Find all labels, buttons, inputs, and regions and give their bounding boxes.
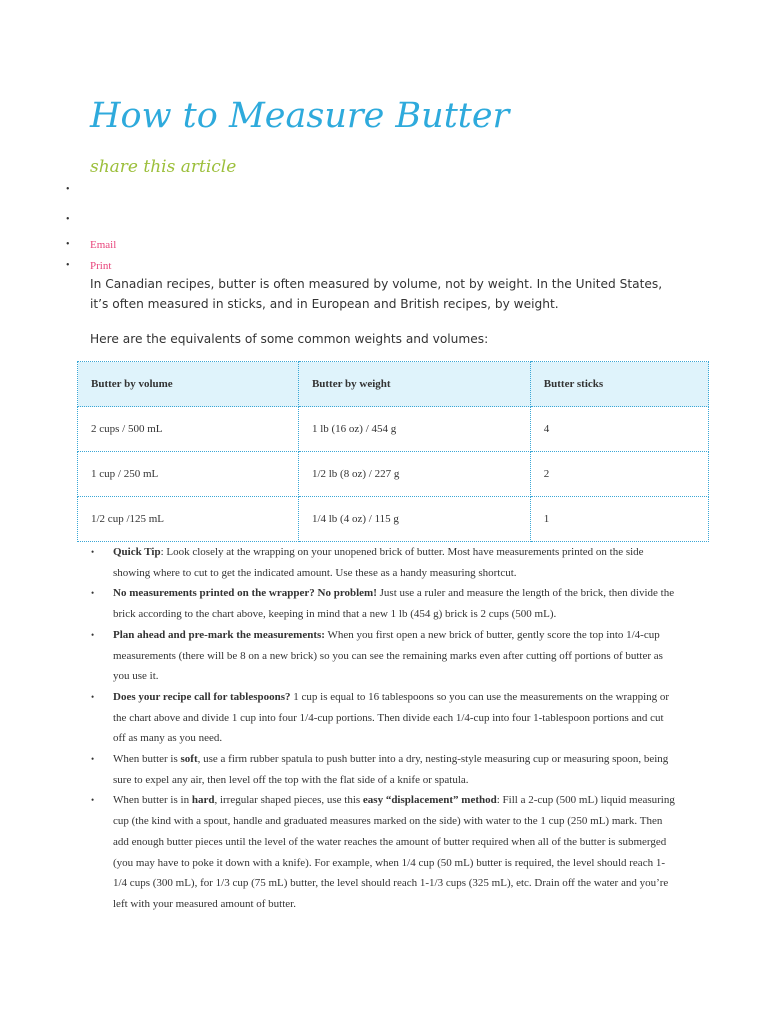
tip-text: 1 cup is equal to 16 tablespoons so you can use the measurements on the wrapping or the chart above and divide 1 cup into four 1/4-cup portions. Then divide each 1/4-cup into four 1-tablespoon portions and cut off as many as you need. (113, 690, 670, 745)
table-lead-text: Here are the equivalents of some common weights and volumes: (90, 332, 489, 346)
table-row (78, 452, 709, 497)
tip-text-mid: , irregular shaped pieces, use this (214, 794, 363, 807)
tip-text: Just use a ruler and measure the length of the brick, then divide the brick according to the chart above, keeping in mind that a new 1 lb (454 g) brick is 2 cups (500 mL). (113, 587, 675, 621)
tip-bold: Plan ahead and pre-mark the measurements: (113, 628, 325, 641)
tip-hard-butter (0, 790, 768, 914)
table-row (78, 497, 709, 542)
cell-volume: 2 cups / 500 mL (78, 407, 299, 452)
cell-sticks: 4 (530, 407, 708, 452)
bullet-icon: • (66, 214, 70, 225)
header-volume: Butter by volume (78, 362, 299, 407)
tips-list (0, 542, 768, 915)
tip-bold: Does your recipe call for tablespoons? (113, 690, 291, 703)
butter-equivalents-table (77, 361, 709, 542)
tip-text: , use a firm rubber spatula to push butter into a dry, nesting-style measuring cup or measuring spoon, being sure to expel any air, then level off the top with the flat side of a knife or spatula. (113, 753, 669, 786)
tip-bold: soft (180, 753, 198, 766)
cell-weight: 1/4 lb (4 oz) / 115 g (298, 497, 530, 542)
tip-text-pre: When butter is in (113, 794, 192, 807)
cell-sticks: 2 (530, 452, 708, 497)
share-heading: share this article (90, 157, 237, 177)
header-weight: Butter by weight (298, 362, 530, 407)
tip-bold: No measurements printed on the wrapper? No problem! (113, 587, 377, 600)
bullet-icon: • (91, 588, 95, 599)
cell-weight: 1 lb (16 oz) / 454 g (298, 407, 530, 452)
cell-volume: 1/2 cup /125 mL (78, 497, 299, 542)
table-header-row (78, 362, 709, 407)
tip-tablespoons (0, 687, 768, 749)
bullet-icon: • (66, 239, 70, 250)
email-link[interactable]: Email (90, 239, 117, 251)
tip-text: When you first open a new brick of butter, gently score the top into 1/4-cup measurements (there will be 8 on a new brick) so you can see the remaining marks even after cutting off portions of butter as you use it. (113, 628, 663, 683)
cell-sticks: 1 (530, 497, 708, 542)
header-sticks: Butter sticks (530, 362, 708, 407)
tip-text: : Look closely at the wrapping on your unopened brick of butter. Most have measurements printed on the side showing where to cut to get the indicated amount. Use these as a handy measuring shortcut. (113, 546, 644, 579)
bullet-icon: • (91, 629, 95, 640)
tip-soft-butter (0, 749, 768, 790)
tip-bold: hard (191, 794, 215, 807)
bullet-icon: • (91, 754, 95, 765)
tip-bold-method: easy “displacement” method (362, 794, 497, 807)
tip-text: : Fill a 2-cup (500 mL) liquid measuring cup (the kind with a spout, handle and graduated measures marked on the side) with water to the 1 cup (250 mL) mark. Then add enough butter pieces until the level of the water reaches the amount of butter required when all of the butter is submerged (you may have to poke it down with a knife). For example, when 1/4 cup (50 mL) butter is required, the level should reach 1-1/4 cups (300 mL), for 1/3 cup (75 mL) butter, the level should reach 1-1/3 cups (325 mL), etc. Drain off the water and you’re left with your measured amount of butter. (113, 794, 675, 910)
cell-volume: 1 cup / 250 mL (78, 452, 299, 497)
tip-no-measurements (0, 583, 768, 624)
tip-pre-mark (0, 625, 768, 687)
tip-quick-tip (0, 542, 768, 583)
bullet-icon: • (91, 795, 95, 806)
tip-text-pre: When butter is (113, 753, 181, 766)
intro-paragraph: In Canadian recipes, butter is often measured by volume, not by weight. In the United States, it’s often measured in sticks, and in European and British recipes, by weight. (90, 277, 663, 311)
cell-weight: 1/2 lb (8 oz) / 227 g (298, 452, 530, 497)
table-row (78, 407, 709, 452)
bullet-icon: • (91, 691, 95, 702)
print-link[interactable]: Print (90, 260, 112, 272)
bullet-icon: • (66, 184, 70, 195)
tip-bold: Quick Tip (113, 546, 161, 558)
bullet-icon: • (91, 547, 95, 557)
article-title: How to Measure Butter (90, 96, 510, 136)
bullet-icon: • (66, 260, 70, 271)
